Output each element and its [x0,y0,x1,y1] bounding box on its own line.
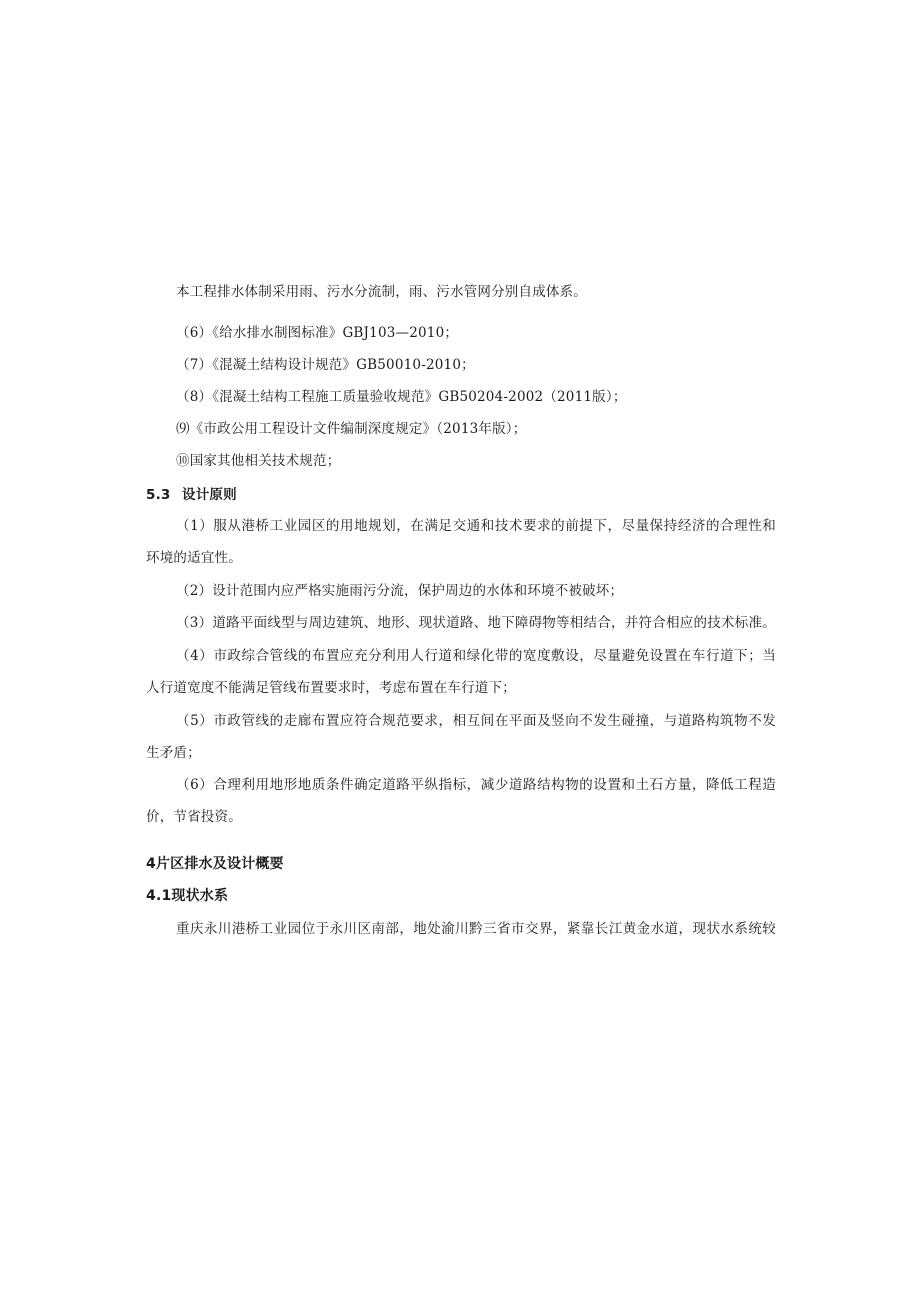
section-heading-5-3 [146,486,237,504]
principle-5-line-1: （5）市政管线的走廊布置应符合规范要求，相互间在平面及竖向不发生碰撞，与道路构筑物不发 [176,713,776,729]
principle-5-line-2: 生矛盾； [146,745,201,761]
principle-6-line-1: （6）合理利用地形地质条件确定道路平纵指标，减少道路结构物的设置和土石方量，降低工程造 [176,777,776,793]
principle-3: （3）道路平面线型与周边建筑、地形、现状道路、地下障碍物等相结合，并符合相应的技术标准。 [176,615,776,631]
intro-paragraph: 本工程排水体制采用雨、污水分流制，雨、污水管网分别自成体系。 [176,284,587,300]
principle-1-line-1: （1）服从港桥工业园区的用地规划，在满足交通和技术要求的前提下，尽量保持经济的合理性和 [176,518,776,534]
standard-item-10: ⑩国家其他相关技术规范； [176,453,341,469]
section-title: 设计原则 [182,487,237,503]
standard-item-7: （7）《混凝土结构设计规范》GB50010-2010； [176,357,475,373]
section-heading-4: 4片区排水及设计概要 [146,856,284,872]
standard-item-9: ⑼《市政公用工程设计文件编制深度规定》（2013年版）； [176,421,527,437]
principle-4-line-1: （4）市政综合管线的布置应充分利用人行道和绿化带的宽度敷设，尽量避免设置在车行道下；当 [176,648,776,664]
section-heading-4-1: 4.1现状水系 [146,888,229,904]
principle-4-line-2: 人行道宽度不能满足管线布置要求时，考虑布置在车行道下； [146,680,516,696]
principle-2: （2）设计范围内应严格实施雨污分流，保护周边的水体和环境不被破坏； [176,583,624,599]
standard-item-6: （6）《给水排水制图标准》GBJ103—2010； [176,325,459,341]
principle-1-line-2: 环境的适宜性。 [146,550,242,566]
water-system-paragraph: 重庆永川港桥工业园位于永川区南部，地处渝川黔三省市交界，紧靠长江黄金水道，现状水系统较 [176,921,776,937]
section-number: 5.3 [146,487,171,503]
standard-item-8: （8）《混凝土结构工程施工质量验收规范》GB50204-2002（2011版）； [176,389,627,405]
principle-6-line-2: 价，节省投资。 [146,809,242,825]
